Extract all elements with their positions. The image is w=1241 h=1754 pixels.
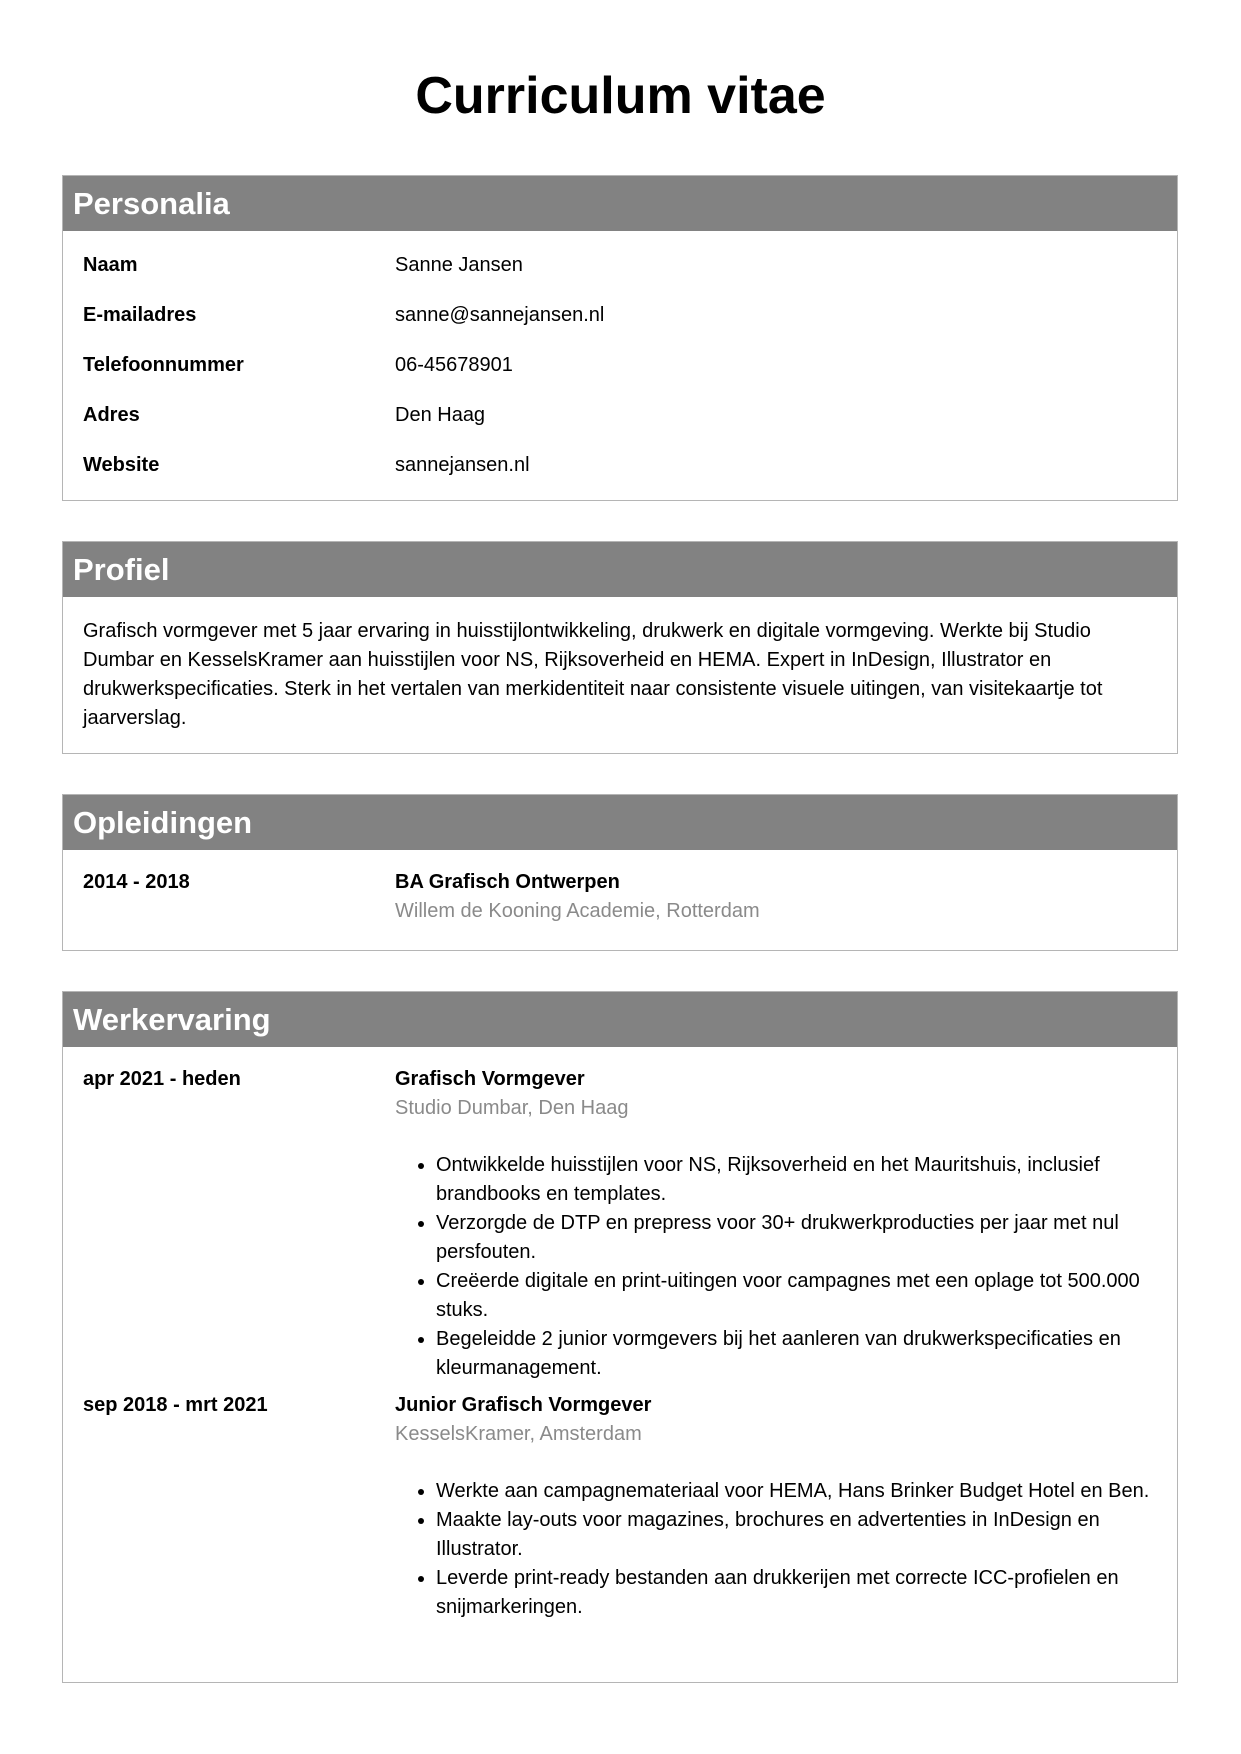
field-value: Sanne Jansen <box>395 253 523 276</box>
field-label: E-mailadres <box>83 303 197 326</box>
entry-date: apr 2021 - heden <box>83 1068 241 1090</box>
entry-main <box>395 1391 1157 1622</box>
bullet-item: • Werkte aan campagnemateriaal voor HEMA, Hans Brinker Budget Hotel en Ben. <box>436 1477 1157 1506</box>
entry-date: sep 2018 - mrt 2021 <box>83 1394 268 1416</box>
field-value: Den Haag <box>395 403 486 426</box>
opleidingen-body <box>63 850 1177 926</box>
section-heading-profiel: Profiel <box>63 542 1177 597</box>
field-label: Telefoonnummer <box>83 353 244 376</box>
bullet-item: • Begeleidde 2 junior vormgevers bij het aanleren van drukwerkspecificaties en kleurmanagement. <box>436 1325 1157 1383</box>
bullet-list <box>395 1151 1157 1383</box>
work-entry <box>83 1391 1157 1622</box>
section-heading-opleidingen: Opleidingen <box>63 795 1177 850</box>
entry-main <box>395 868 1157 926</box>
bullet-item: • Leverde print-ready bestanden aan drukkerijen met correcte ICC-profielen en snijmarkeringen. <box>436 1564 1157 1622</box>
section-opleidingen <box>62 794 1178 951</box>
field-label: Website <box>83 453 160 476</box>
section-werkervaring <box>62 991 1178 1683</box>
personalia-row-email <box>83 290 1157 340</box>
profiel-body <box>63 597 1177 733</box>
entry-date: 2014 - 2018 <box>83 871 190 893</box>
education-entry <box>83 868 1157 926</box>
field-label: Naam <box>83 253 138 276</box>
entry-subtitle: Willem de Kooning Academie, Rotterdam <box>395 900 760 922</box>
page-title: Curriculum vitae <box>415 67 826 125</box>
werkervaring-body <box>63 1047 1177 1622</box>
entry-title: Junior Grafisch Vormgever <box>395 1394 652 1416</box>
entry-title: Grafisch Vormgever <box>395 1068 585 1090</box>
personalia-row-telefoon <box>83 340 1157 390</box>
field-value: 06-45678901 <box>395 353 513 376</box>
profile-text: Grafisch vormgever met 5 jaar ervaring in huisstijlontwikkeling, drukwerk en digitale vormgeving. Werkte bij Studio Dumbar en KesselsKramer aan huisstijlen voor NS, Rijksoverheid en HEMA. Expert in InDesign, Illustrator en drukwerkspecificaties. Sterk in het vertalen van merkidentiteit naar consistente visuele uitingen, van visitekaartje tot jaarverslag. <box>83 620 1103 729</box>
personalia-row-adres <box>83 390 1157 440</box>
personalia-row-naam <box>83 240 1157 290</box>
bullet-item: • Creëerde digitale en print-uitingen voor campagnes met een oplage tot 500.000 stuks. <box>436 1267 1157 1325</box>
section-personalia <box>62 175 1178 501</box>
entry-title: BA Grafisch Ontwerpen <box>395 871 620 893</box>
bullet-list <box>395 1477 1157 1622</box>
field-label: Adres <box>83 403 140 426</box>
work-entry <box>83 1065 1157 1383</box>
personalia-body <box>63 231 1177 490</box>
section-heading-personalia: Personalia <box>63 176 1177 231</box>
bullet-item: • Ontwikkelde huisstijlen voor NS, Rijksoverheid en het Mauritshuis, inclusief brandbooks en templates. <box>436 1151 1157 1209</box>
entry-subtitle: Studio Dumbar, Den Haag <box>395 1097 629 1119</box>
entry-main <box>395 1065 1157 1383</box>
entry-subtitle: KesselsKramer, Amsterdam <box>395 1423 642 1445</box>
field-value: sannejansen.nl <box>395 453 530 476</box>
section-heading-werkervaring: Werkervaring <box>63 992 1177 1047</box>
bullet-item: • Maakte lay-outs voor magazines, brochures en advertenties in InDesign en Illustrator. <box>436 1506 1157 1564</box>
personalia-row-website <box>83 440 1157 490</box>
section-profiel <box>62 541 1178 754</box>
field-value: sanne@sannejansen.nl <box>395 303 605 326</box>
bullet-item: • Verzorgde de DTP en prepress voor 30+ drukwerkproducties per jaar met nul persfouten. <box>436 1209 1157 1267</box>
